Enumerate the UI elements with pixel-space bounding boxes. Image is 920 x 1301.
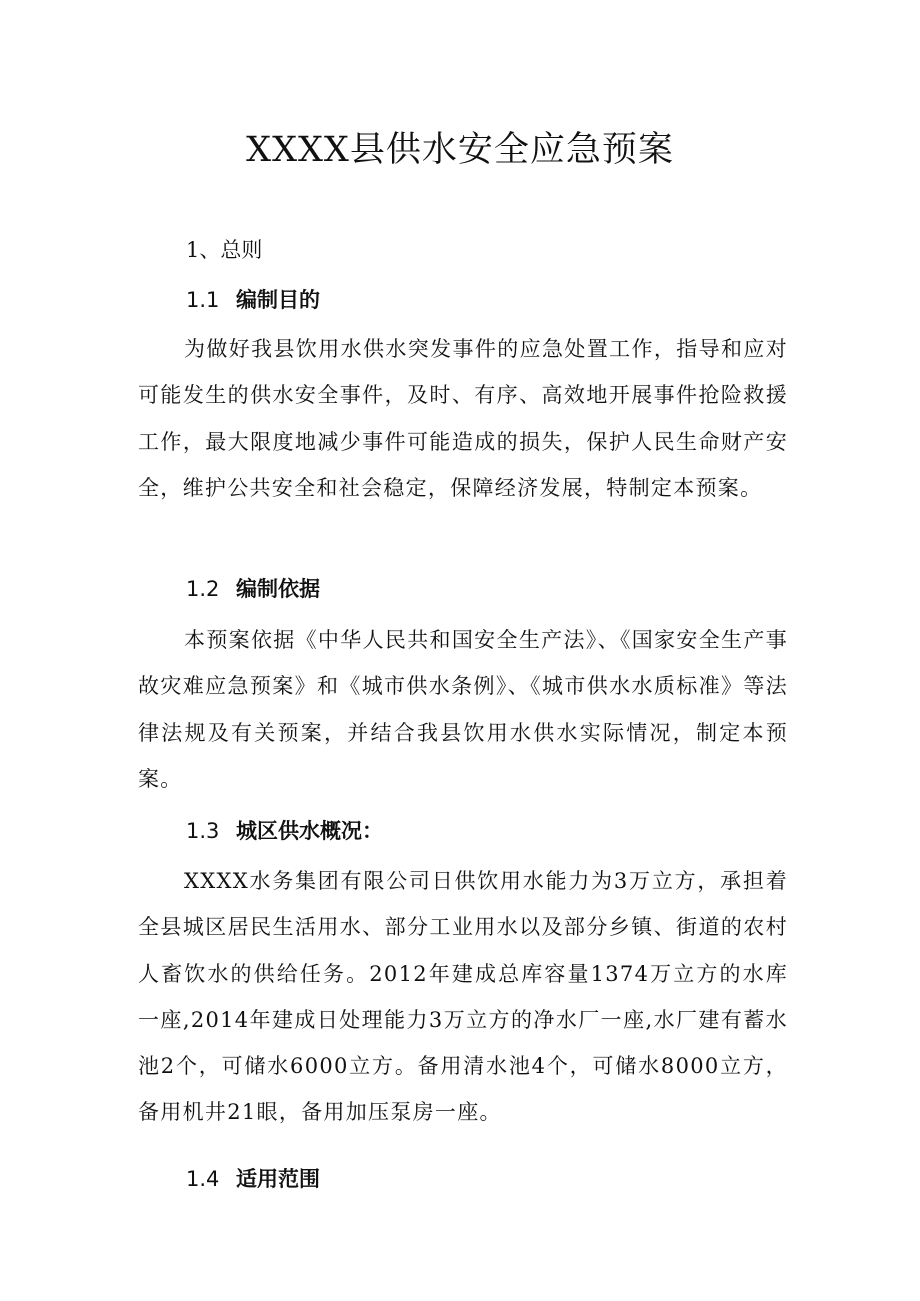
section-heading-general: 1、总则 — [186, 238, 263, 262]
paragraph-overview: XXXX水务集团有限公司日供饮用水能力为3万立方，承担着全县城区居民生活用水、部分工业用水以及部分乡镇、街道的农村人畜饮水的供给任务。2012年建成总库容量1374万立方的水库一座,2014年建成日处理能力3万立方的净水厂一座,水厂建有蓄水池2个，可储水6000立方。备用清水池4个，可储水8000立方，备用机井21眼，备用加压泵房一座。 — [138, 869, 788, 1125]
document-title: XXXX县供水安全应急预案 — [246, 130, 674, 170]
subsection-number: 1.4 — [186, 1167, 220, 1191]
subsection-number: 1.3 — [186, 819, 220, 843]
subsection-heading-scope — [186, 1164, 320, 1194]
subsection-heading-basis — [186, 574, 320, 604]
subsection-heading-purpose — [186, 285, 320, 315]
subsection-title: 编制目的 — [236, 288, 320, 312]
subsection-title: 城区供水概况： — [236, 819, 383, 843]
subsection-title: 适用范围 — [236, 1167, 320, 1191]
subsection-heading-overview — [186, 816, 383, 846]
subsection-number: 1.1 — [186, 288, 220, 312]
subsection-title: 编制依据 — [236, 577, 320, 601]
paragraph-basis: 本预案依据《中华人民共和国安全生产法》、《国家安全生产事故灾难应急预案》和《城市供水条例》、《城市供水水质标准》等法律法规及有关预案，并结合我县饮用水供水实际情况，制定本预案。 — [138, 628, 788, 791]
subsection-number: 1.2 — [186, 577, 220, 601]
paragraph-purpose: 为做好我县饮用水供水突发事件的应急处置工作，指导和应对可能发生的供水安全事件，及时、有序、高效地开展事件抢险救援工作，最大限度地减少事件可能造成的损失，保护人民生命财产安全，维护公共安全和社会稳定，保障经济发展，特制定本预案。 — [138, 337, 788, 500]
